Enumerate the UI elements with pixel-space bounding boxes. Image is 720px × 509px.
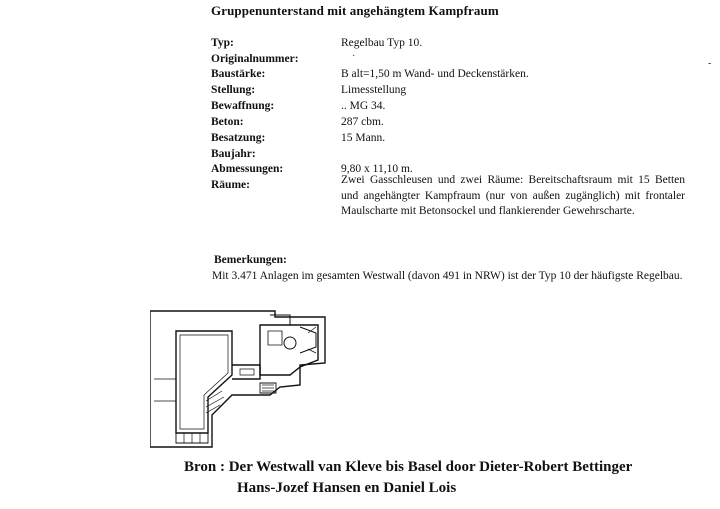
- field-label: Beton:: [211, 116, 244, 128]
- stray-mark: -: [708, 58, 712, 69]
- field-value: 9,80 x 11,10 m.: [341, 163, 413, 175]
- field-label: Bewaffnung:: [211, 100, 275, 112]
- field-label: Abmessungen:: [211, 163, 284, 175]
- field-label: Baustärke:: [211, 68, 266, 80]
- field-label: Räume:: [211, 179, 250, 191]
- field-value: Regelbau Typ 10.: [341, 37, 423, 49]
- source-citation-line-1: Bron : Der Westwall van Kleve bis Basel door Dieter-Robert Bettinger: [184, 459, 633, 475]
- field-label: Stellung:: [211, 84, 256, 96]
- source-citation-line-2: Hans-Jozef Hansen en Daniel Lois: [237, 480, 457, 496]
- field-value: Limesstellung: [341, 84, 407, 96]
- field-value: .. MG 34.: [341, 100, 386, 112]
- field-value: 15 Mann.: [341, 132, 386, 144]
- rooms-description: Zwei Gasschleusen und zwei Räume: Bereitschaftsraum mit 15 Betten und angehängter Kampfraum (nur von außen zugänglich) mit frontaler Maulscharte mit Betonsockel und flankierender Gewehrscharte.: [341, 174, 685, 217]
- bunker-floor-plan: [150, 305, 330, 455]
- field-label: Besatzung:: [211, 132, 266, 144]
- field-label: Originalnummer:: [211, 53, 299, 65]
- field-label: Typ:: [211, 37, 234, 49]
- stray-dot: ·: [352, 51, 356, 62]
- field-value: B alt=1,50 m Wand- und Deckenstärken.: [341, 68, 529, 80]
- remarks-text: Mit 3.471 Anlagen im gesamten Westwall (davon 491 in NRW) ist der Typ 10 der häufigste Regelbau.: [212, 270, 683, 282]
- document-title: Gruppenunterstand mit angehängtem Kampfraum: [211, 3, 499, 18]
- field-label: Baujahr:: [211, 148, 256, 160]
- field-value: 287 cbm.: [341, 116, 384, 128]
- remarks-label: Bemerkungen:: [214, 254, 287, 266]
